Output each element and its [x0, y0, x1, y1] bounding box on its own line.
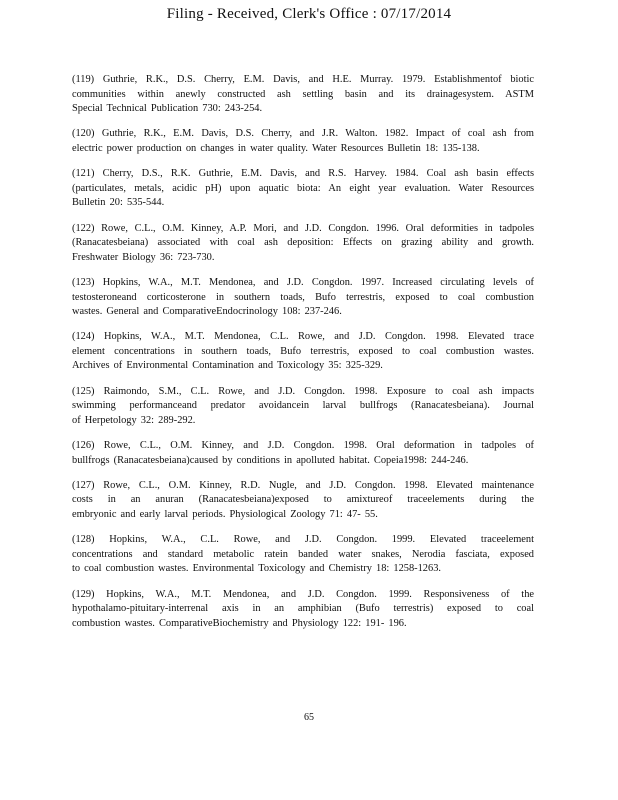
reference-128	[72, 533, 534, 577]
reference-line: (126) Rowe, C.L., O.M. Kinney, and J.D. Congdon. 1998. Oral deformation in tadpoles of	[72, 440, 534, 452]
reference-line: (127) Rowe, C.L., O.M. Kinney, R.D. Nugle, and J.D. Congdon. 1998. Elevated maintenance	[72, 479, 534, 491]
reference-list	[72, 73, 534, 642]
reference-line: combustion wastes. ComparativeBiochemistry and Physiology 122: 191- 196.	[72, 617, 407, 629]
reference-line: (Ranacatesbeiana) associated with coal ash deposition: Effects on grazing ability and growth.	[72, 237, 534, 249]
reference-line: (122) Rowe, C.L., O.M. Kinney, A.P. Mori, and J.D. Congdon. 1996. Oral deformities in tadpoles	[72, 222, 534, 234]
reference-line: testosteroneand corticosterone in southern toads, Bufo terrestris, exposed to coal combustion	[72, 291, 534, 303]
reference-line: (125) Raimondo, S.M., C.L. Rowe, and J.D. Congdon. 1998. Exposure to coal ash impacts	[72, 385, 534, 397]
reference-line: wastes. General and ComparativeEndocrinology 108: 237-246.	[72, 306, 342, 318]
reference-line: (121) Cherry, D.S., R.K. Guthrie, E.M. Davis, and R.S. Harvey. 1984. Coal ash basin effects	[72, 168, 534, 180]
reference-line: costs in an anuran (Ranacatesbeiana)exposed to amixtureof traceelements during the	[72, 494, 534, 506]
reference-126	[72, 439, 534, 468]
reference-122	[72, 222, 534, 266]
page-number: 65	[304, 712, 314, 723]
reference-125	[72, 385, 534, 429]
reference-line: Freshwater Biology 36: 723-730.	[72, 251, 215, 263]
reference-line: swimming performanceand predator avoidancein larval bullfrogs (Ranacatesbeiana). Journal	[72, 400, 534, 412]
reference-line: (123) Hopkins, W.A., M.T. Mendonea, and J.D. Congdon. 1997. Increased circulating levels of	[72, 276, 534, 288]
reference-line: hypothalamo-pituitary-interrenal axis in an amphibian (Bufo terrestris) exposed to coal	[72, 603, 534, 615]
reference-121	[72, 167, 534, 211]
filing-header: Filing - Received, Clerk's Office : 07/17/2014	[166, 6, 452, 22]
reference-127	[72, 479, 534, 523]
reference-129	[72, 588, 534, 632]
reference-line: bullfrogs (Ranacatesbeiana)caused by conditions in apolluted habitat. Copeia1998: 244-246.	[72, 454, 469, 466]
reference-119	[72, 73, 534, 117]
reference-line: Archives of Environmental Contamination and Toxicology 35: 325-329.	[72, 360, 383, 372]
reference-line: concentrations and standard metabolic ratein banded water snakes, Nerodia fasciata, exposed	[72, 548, 534, 560]
reference-line: (particulates, metals, acidic pH) upon aquatic biota: An eight year evaluation. Water Resources	[72, 182, 534, 194]
reference-line: electric power production on changes in water quality. Water Resources Bulletin 18: 135-138.	[72, 142, 480, 154]
reference-line: communities within anewly constructed ash settling basin and its drainagesystem. ASTM	[72, 88, 534, 100]
reference-line: to coal combustion wastes. Environmental Toxicology and Chemistry 18: 1258-1263.	[72, 563, 441, 575]
reference-line: Bulletin 20: 535-544.	[72, 197, 165, 209]
reference-120	[72, 127, 534, 156]
reference-123	[72, 276, 534, 320]
reference-line: element concentrations in southern toads, Bufo terrestris, exposed to coal combustion wastes.	[72, 345, 534, 357]
reference-line: (124) Hopkins, W.A., M.T. Mendonea, C.L. Rowe, and J.D. Congdon. 1998. Elevated trace	[72, 331, 534, 343]
reference-line: Special Technical Publication 730: 243-254.	[72, 103, 263, 115]
reference-line: (129) Hopkins, W.A., M.T. Mendonea, and J.D. Congdon. 1999. Responsiveness of the	[72, 588, 534, 600]
reference-line: of Herpetology 32: 289-292.	[72, 414, 196, 426]
reference-line: (128) Hopkins, W.A., C.L. Rowe, and J.D. Congdon. 1999. Elevated traceelement	[72, 534, 534, 546]
reference-line: embryonic and early larval periods. Physiological Zoology 71: 47- 55.	[72, 509, 378, 520]
reference-line: (119) Guthrie, R.K., D.S. Cherry, E.M. Davis, and H.E. Murray. 1979. Establishmentof biotic	[72, 74, 534, 85]
reference-line: (120) Guthrie, R.K., E.M. Davis, D.S. Cherry, and J.R. Walton. 1982. Impact of coal ash from	[72, 128, 534, 140]
reference-124	[72, 330, 534, 374]
